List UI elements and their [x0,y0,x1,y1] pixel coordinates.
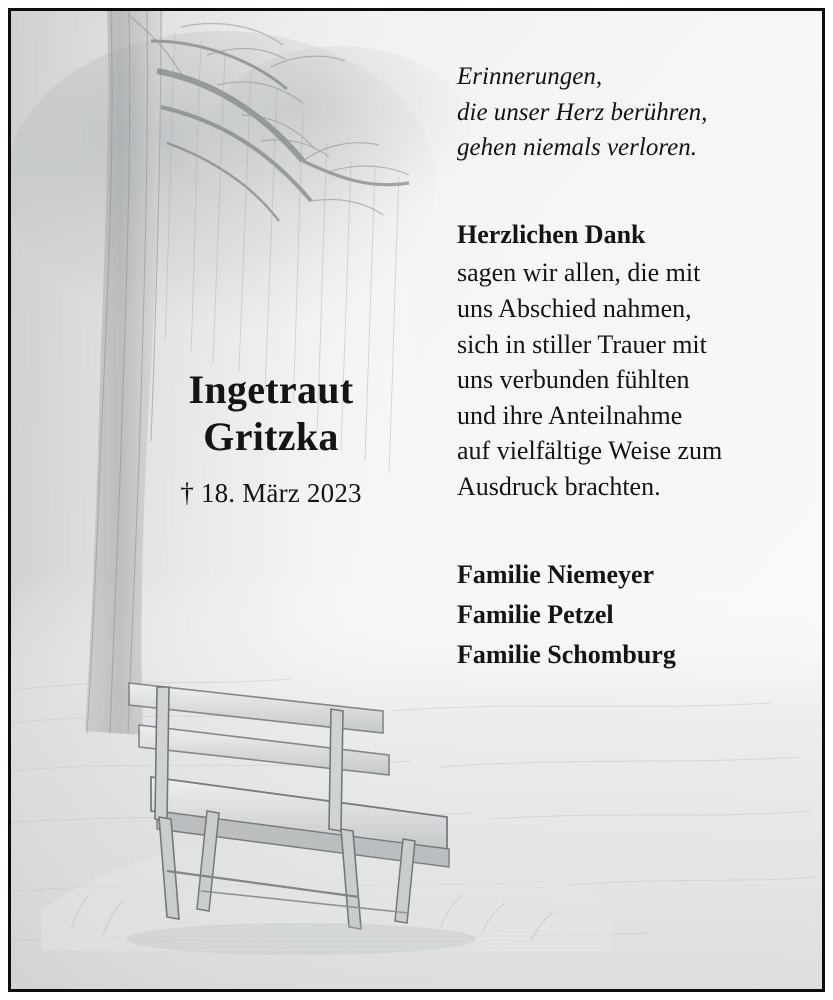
memorial-verse [457,59,797,166]
death-date-line [121,478,421,509]
family-1: Familie Niemeyer [457,559,655,589]
death-date: 18. März 2023 [200,478,362,509]
notice-frame [8,8,825,992]
thanks-line-5: und ihre Anteilnahme [457,400,683,430]
cross-symbol-icon: † [180,478,194,509]
verse-line-1: Erinnerungen, [457,63,603,90]
verse-line-3: gehen niemals verloren. [457,134,697,161]
thanks-line-3: sich in stiller Trauer mit [457,329,707,359]
notice-text-content [11,11,822,989]
thanks-line-2: uns Abschied nahmen, [457,293,692,323]
thanks-heading: Herzlichen Dank [457,219,646,249]
thanks-line-4: uns verbunden fühlten [457,365,690,395]
deceased-first-name: Ingetraut [188,367,354,412]
verse-line-2: die unser Herz berühren, [457,98,708,126]
thanks-body [457,255,797,504]
thanks-line-6: auf vielfältige Weise zum [457,436,723,466]
deceased-last-name: Gritzka [203,414,339,460]
family-2: Familie Petzel [457,599,614,629]
message-block [457,59,797,675]
thanks-line-1: sagen wir allen, die mit [457,258,701,288]
deceased-block [121,366,421,509]
thanks-line-7: Ausdruck brachten. [457,471,661,501]
deceased-name [121,366,421,460]
family-3: Familie Schomburg [457,640,676,670]
families-list [457,555,797,676]
